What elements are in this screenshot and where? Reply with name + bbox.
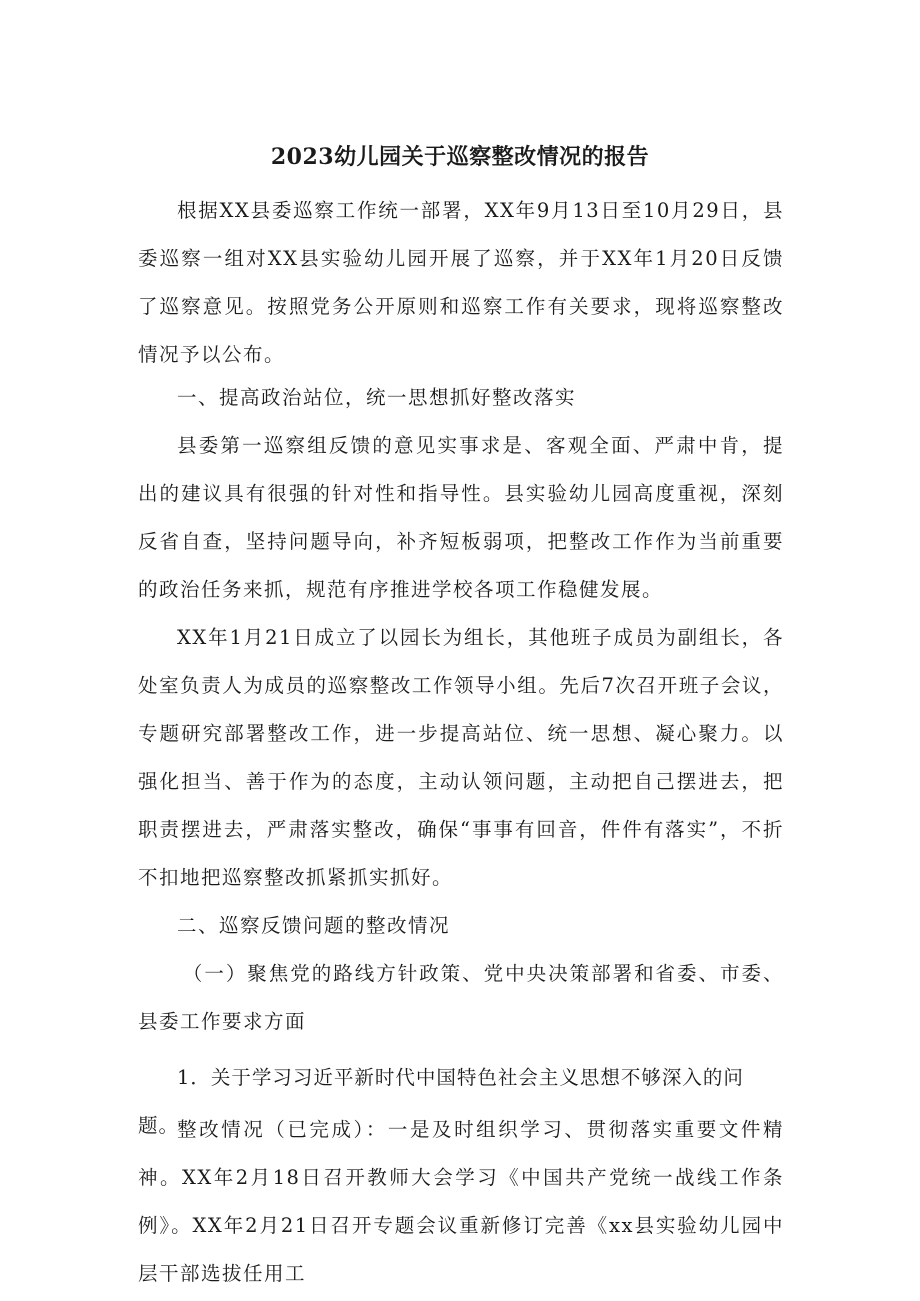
section1-paragraph-2: XX年1月21日成立了以园长为组长，其他班子成员为副组长，各处室负责人为成员的巡察整改工作领导小组。先后7次召开班子会议，专题研究部署整改工作，进一步提高站位、统一思想、凝心聚力。以强化担当、善于作为的态度，主动认领问题，主动把自己摆进去，把职责摆进去，严肃落实整改，确保“事事有回音，件件有落实”，不折不扣地把巡察整改抓紧抓实抓好。 (138, 626, 784, 889)
section1-paragraph-1: 县委第一巡察组反馈的意见实事求是、客观全面、严肃中肯，提出的建议具有很强的针对性和指导性。县实验幼儿园高度重视，深刻反省自查，坚持问题导向，补齐短板弱项，把整改工作作为当前重要的政治任务来抓，规范有序推进学校各项工作稳健发展。 (138, 434, 784, 601)
section1-heading: 一、提高政治站位，统一思想抓好整改落实 (177, 386, 577, 409)
rectification-paragraph: 整改情况（已完成）：一是及时组织学习、贯彻落实重要文件精神。XX年2月18日召开教师大会学习《中国共产党统一战线工作条例》。XX年2月21日召开专题会议重新修订完善《xx县实验幼儿园中层干部选拔任用工 (138, 1118, 784, 1285)
item-1: 1．关于学习习近平新时代中国特色社会主义思想不够深入的问题。 (138, 1066, 744, 1137)
subsection1-heading: （一）聚焦党的路线方针政策、党中央决策部署和省委、市委、县委工作要求方面 (138, 962, 784, 1033)
document-title: 2023幼儿园关于巡察整改情况的报告 (270, 144, 650, 170)
section2-heading: 二、巡察反馈问题的整改情况 (177, 914, 451, 937)
intro-paragraph: 根据XX县委巡察工作统一部署，XX年9月13日至10月29日，县委巡察一组对XX县实验幼儿园开展了巡察，并于XX年1月20日反馈了巡察意见。按照党务公开原则和巡察工作有关要求，现将巡察整改情况予以公布。 (138, 199, 784, 366)
